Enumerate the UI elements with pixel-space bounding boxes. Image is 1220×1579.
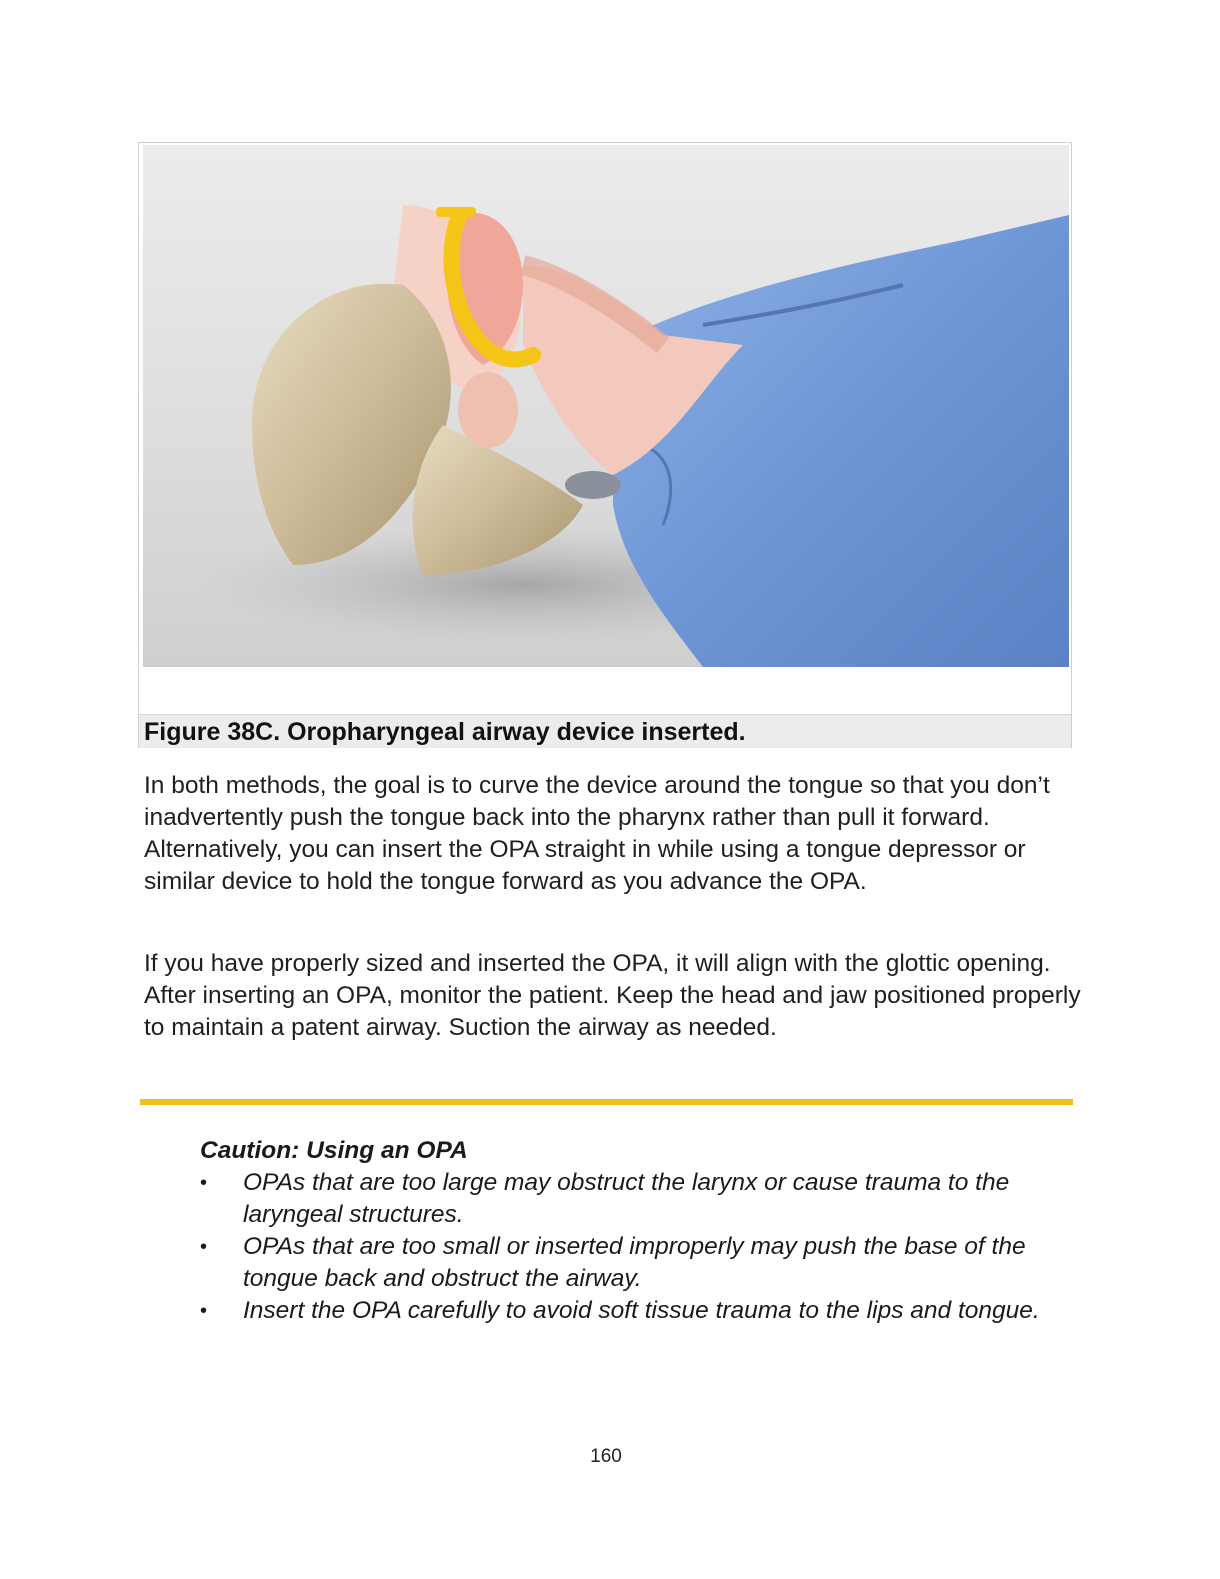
bullet-icon: •: [200, 1172, 208, 1194]
list-item: [200, 1231, 1080, 1295]
figure: [138, 142, 1072, 748]
bullet-icon: •: [200, 1236, 208, 1258]
caution-title: Caution: Using an OPA: [200, 1137, 468, 1164]
list-item: [200, 1295, 1080, 1327]
caution-box: [200, 1135, 1080, 1327]
figure-caption: Figure 38C. Oropharyngeal airway device inserted.: [139, 714, 1071, 748]
caution-list: [200, 1167, 1080, 1327]
body-paragraph: If you have properly sized and inserted the OPA, it will align with the glottic opening. After inserting an OPA, monitor the patient. Keep the head and jaw positioned properly to maintain a patent airway. Suction the airway as needed.: [144, 950, 1081, 1041]
body-paragraph: In both methods, the goal is to curve the device around the tongue so that you don’t inadvertently push the tongue back into the pharynx rather than pull it forward. Alternatively, you can insert the OPA straight in while using a tongue depressor or similar device to hold the tongue forward as you advance the OPA.: [144, 772, 1050, 895]
bullet-icon: •: [200, 1300, 208, 1322]
patient-airway-illustration: [143, 145, 1069, 667]
page-number: 160: [590, 1446, 622, 1467]
list-item-text: OPAs that are too large may obstruct the larynx or cause trauma to the laryngeal structures.: [243, 1169, 1010, 1228]
section-divider: [140, 1099, 1073, 1105]
list-item-text: Insert the OPA carefully to avoid soft tissue trauma to the lips and tongue.: [243, 1297, 1040, 1324]
list-item: [200, 1167, 1080, 1231]
list-item-text: OPAs that are too small or inserted improperly may push the base of the tongue back and obstruct the airway.: [243, 1233, 1026, 1292]
